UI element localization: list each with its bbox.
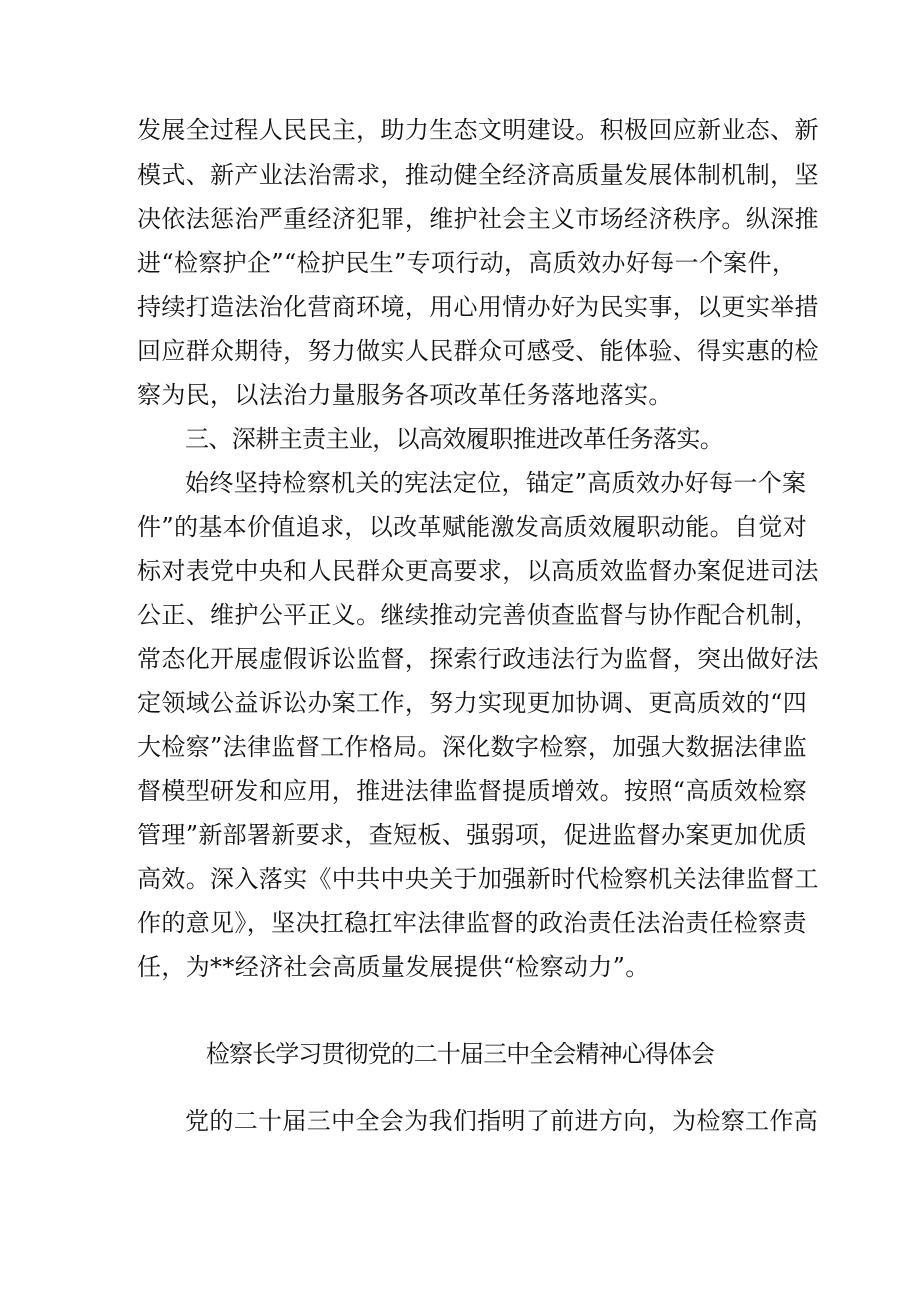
paragraph-line: 件”的基本价值追求，以改革赋能激发高质效履职动能。自觉对 [137,513,808,541]
article-title: 检察长学习贯彻党的二十届三中全会精神心得体会 [205,1040,715,1068]
paragraph-line: 定领域公益诉讼办案工作，努力实现更加协调、更高质效的“四 [137,689,808,717]
paragraph-line: 进“检察护企”“检护民生”专项行动，高质效办好每一个案件， [137,249,797,277]
paragraph-line: 察为民，以法治力量服务各项改革任务落地落实。 [137,381,673,409]
paragraph-line: 发展全过程人民民主，助力生态文明建设。积极回应新业态、新 [137,116,819,144]
paragraph-line: 常态化开展虚假诉讼监督，探索行政违法行为监督，突出做好法 [137,645,819,673]
paragraph-line: 公正、维护公平正义。继续推动完善侦查监督与协作配合机制， [137,601,819,629]
section-heading: 三、深耕主责主业，以高效履职推进改革任务落实。 [185,425,724,453]
paragraph-line: 高效。深入落实《中共中央关于加强新时代检察机关法律监督工 [137,865,819,893]
paragraph-line: 决依法惩治严重经济犯罪，维护社会主义市场经济秩序。纵深推 [137,205,819,233]
paragraph-line: 任，为**经济社会高质量发展提供“检察动力”。 [137,953,650,981]
paragraph-line: 标对表党中央和人民群众更高要求，以高质效监督办案促进司法 [137,557,819,585]
paragraph-line: 大检察”法律监督工作格局。深化数字检察，加强大数据法律监 [137,733,808,761]
paragraph-line: 作的意见》，坚决扛稳扛牢法律监督的政治责任法治责任检察责 [137,909,807,937]
paragraph-line: 模式、新产业法治需求，推动健全经济高质量发展体制机制，坚 [137,161,819,189]
paragraph-line: 党的二十届三中全会为我们指明了前进方向，为检察工作高 [185,1107,819,1135]
paragraph-line: 持续打造法治化营商环境，用心用情办好为民实事，以更实举措 [137,293,819,321]
paragraph-line: 始终坚持检察机关的宪法定位，锚定”高质效办好每一个案 [185,469,807,497]
paragraph-line: 管理”新部署新要求，查短板、强弱项，促进监督办案更加优质 [137,821,808,849]
paragraph-line: 回应群众期待，努力做实人民群众可感受、能体验、得实惠的检 [137,337,819,365]
paragraph-line: 督模型研发和应用，推进法律监督提质增效。按照“高质效检察 [137,777,808,805]
